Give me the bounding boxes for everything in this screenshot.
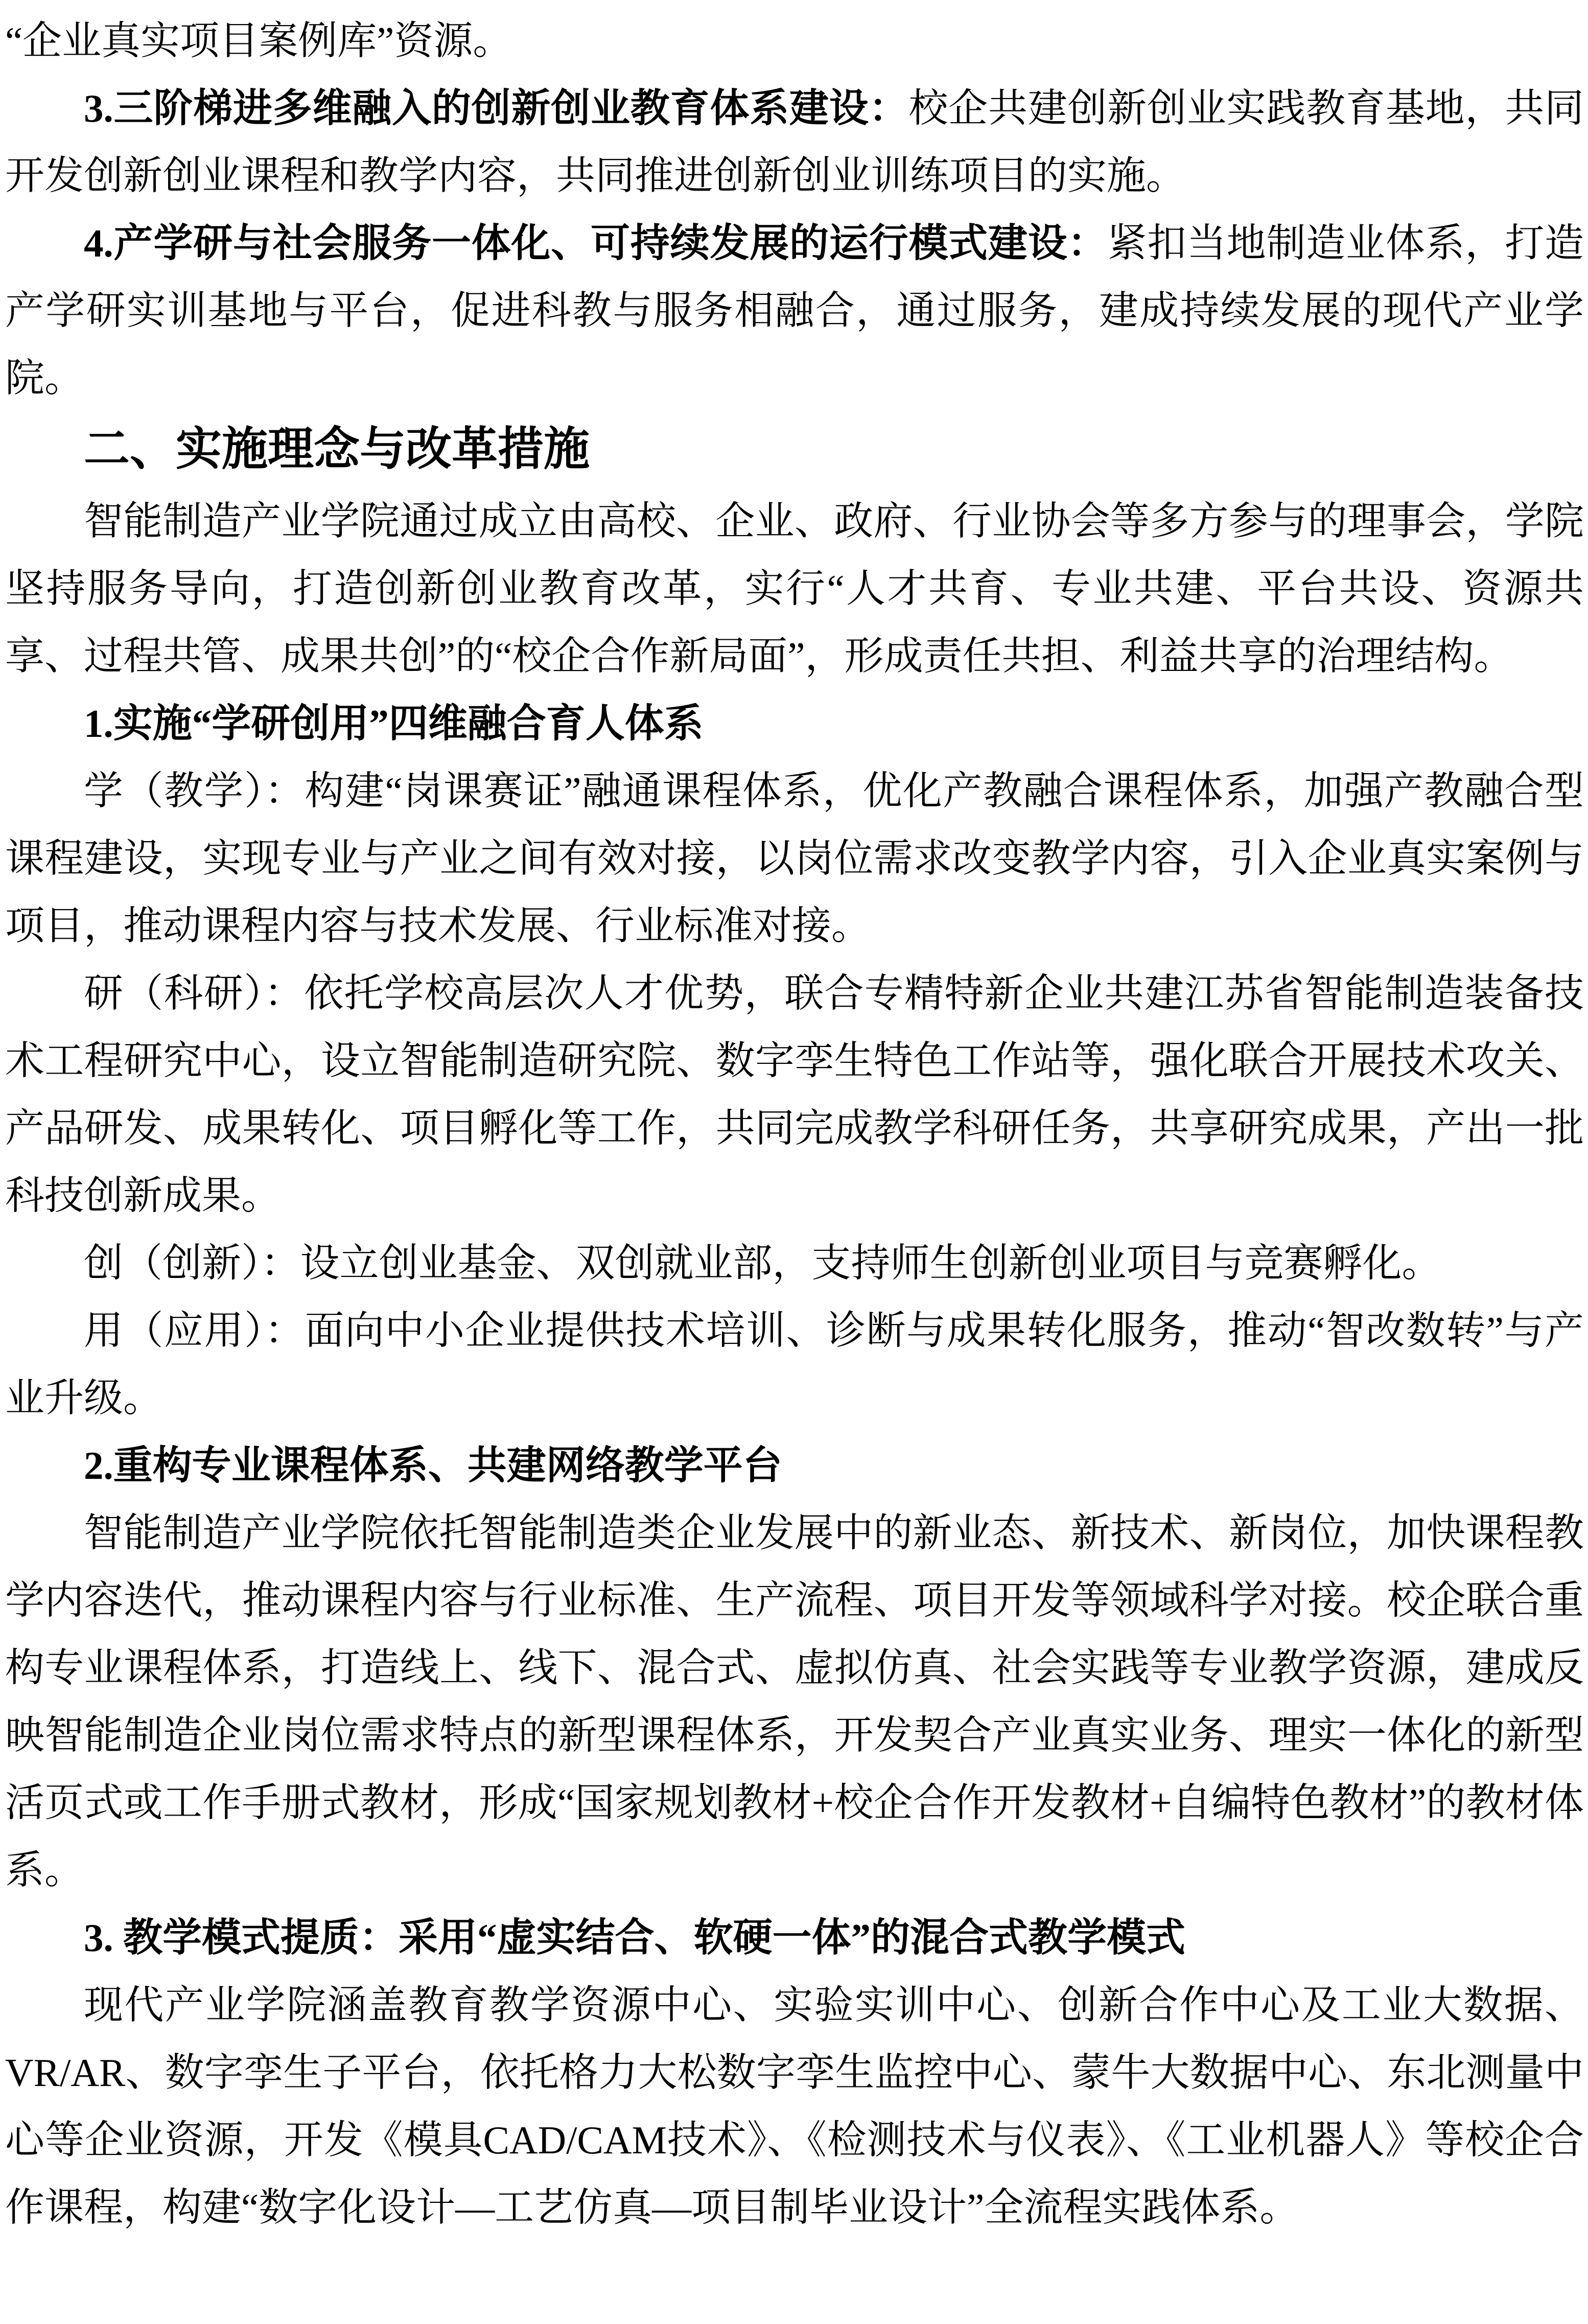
text-run: 现代产业学院涵盖教育教学资源中心、实验实训中心、创新合作中心及工业大数据、VR/AR、数字孪生子平台，依托格力大松数字孪生监控中心、蒙牛大数据中心、东北测量中心等企业资源，开发《模具CAD/CAM技术》、《检测技术与仪表》、《工业机器人》等校企合作课程，构建“数字化设计—工艺仿真—项目制毕业设计”全流程实践体系。 (5, 1983, 1584, 2229)
text-run: 紧扣当地制造业体系，打造产学研实训基地与平台，促进科教与服务相融合，通过服务，建成持续发展的现代产业学院。 (5, 221, 1584, 400)
paragraph (5, 1229, 1584, 1297)
subsection-heading (5, 690, 1584, 757)
bold-text-run: 二、实施理念与改革措施 (84, 424, 590, 475)
text-run: 学（教学）：构建“岗课赛证”融通课程体系，优化产教融合课程体系，加强产教融合型课程建设，实现专业与产业之间有效对接，以岗位需求改变教学内容，引入企业真实案例与项目，推动课程内容与技术发展、行业标准对接。 (5, 769, 1584, 948)
text-run: 创（创新）：设立创业基金、双创就业部，支持师生创新创业项目与竞赛孵化。 (84, 1241, 1441, 1285)
text-run: 智能制造产业学院依托智能制造类企业发展中的新业态、新技术、新岗位，加快课程教学内容迭代，推动课程内容与行业标准、生产流程、项目开发等领域科学对接。校企联合重构专业课程体系，打造线上、线下、混合式、虚拟仿真、社会实践等专业教学资源，建成反映智能制造企业岗位需求特点的新型课程体系，开发契合产业真实业务、理实一体化的新型活页式或工作手册式教材，形成“国家规划教材+校企合作开发教材+自编特色教材”的教材体系。 (5, 1511, 1584, 1892)
paragraph (5, 1971, 1584, 2241)
bold-text-run: 1.实施“学研创用”四维融合育人体系 (84, 702, 704, 746)
bold-text-run: 2.重构专业课程体系、共建网络教学平台 (84, 1444, 782, 1488)
text-run: 研（科研）：依托学校高层次人才优势，联合专精特新企业共建江苏省智能制造装备技术工程研究中心，设立智能制造研究院、数字孪生特色工作站等，强化联合开展技术攻关、产品研发、成果转化、项目孵化等工作，共同完成教学科研任务，共享研究成果，产出一批科技创新成果。 (5, 971, 1584, 1218)
text-run: 智能制造产业学院通过成立由高校、企业、政府、行业协会等多方参与的理事会，学院坚持服务导向，打造创新创业教育改革，实行“人才共育、专业共建、平台共设、资源共享、过程共管、成果共创”的“校企合作新局面”，形成责任共担、利益共享的治理结构。 (5, 499, 1584, 678)
text-run: 校企共建创新创业实践教育基地，共同开发创新创业课程和教学内容，共同推进创新创业训练项目的实施。 (5, 86, 1584, 198)
paragraph (5, 75, 1584, 210)
paragraph (5, 757, 1584, 960)
subsection-heading (5, 1432, 1584, 1499)
section-heading (5, 412, 1584, 487)
bold-text-run: 3. 教学模式提质：采用“虚实结合、软硬一体”的混合式教学模式 (84, 1916, 1185, 1960)
paragraph (5, 487, 1584, 690)
bold-text-run: 4.产学研与社会服务一体化、可持续发展的运行模式建设： (84, 221, 1108, 265)
paragraph (5, 960, 1584, 1229)
paragraph (5, 7, 1584, 75)
bold-text-run: 3.三阶梯进多维融入的创新创业教育体系建设： (84, 86, 909, 130)
subsection-heading (5, 1904, 1584, 1971)
paragraph (5, 1499, 1584, 1904)
paragraph (5, 1297, 1584, 1432)
paragraph (5, 210, 1584, 412)
text-run: 用（应用）：面向中小企业提供技术培训、诊断与成果转化服务，推动“智改数转”与产业升级。 (5, 1309, 1584, 1420)
text-run: “企业真实项目案例库”资源。 (5, 19, 512, 63)
